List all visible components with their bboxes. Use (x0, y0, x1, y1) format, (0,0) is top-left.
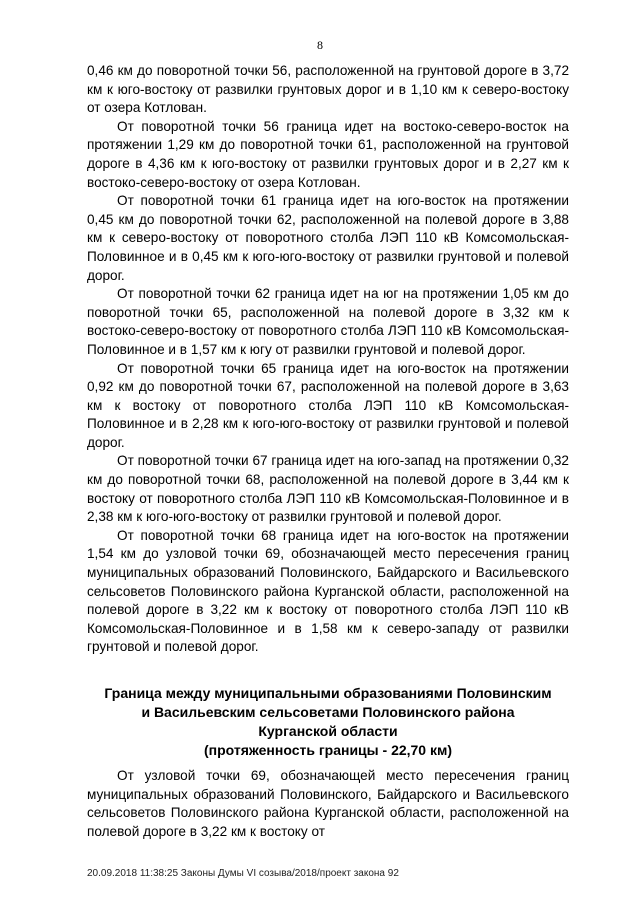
paragraph-5: От поворотной точки 65 граница идет на юго-восток на протяжении 0,92 км до поворотной точки 67, расположенной на полевой дороге в 3,63 км к востоку от поворотного столба ЛЭП 110 кВ Комсомольская-Половинное и в 2,28 км к юго-юго-востоку от развилки грунтовой и полевой дорог. (87, 360, 569, 450)
paragraph-3: От поворотной точки 61 граница идет на юго-восток на протяжении 0,45 км до поворотной точки 62, расположенной на полевой дороге в 3,88 км к северо-востоку от поворотного столба ЛЭП 110 кВ Комсомольская-Половинное и в 0,45 км к юго-юго-востоку от развилки грунтовой и полевой дорог. (87, 193, 569, 283)
paragraph-4: От поворотной точки 62 граница идет на юг на протяжении 1,05 км до поворотной точки 65, расположенной на полевой дороге в 3,32 км к востоко-северо-востоку от поворотного столба ЛЭП 110 кВ Комсомольская-Половинное и в 1,57 км к югу от развилки грунтовой и полевой дорог. (87, 286, 569, 357)
heading-line-2: и Васильевским сельсоветами Половинского района (141, 704, 515, 720)
paragraph-1: 0,46 км до поворотной точки 56, расположенной на грунтовой дороге в 3,72 км к юго-востоку от развилки грунтовых дорог и в 1,10 км к северо-востоку от озера Котлован. (87, 63, 569, 116)
section-paragraph: От узловой точки 69, обозначающей место пересечения границ муниципальных образований Половинского, Байдарского и Васильевского сельсоветов Половинского района Курганской области, расположенной на полевой дороге в 3,22 км к востоку от (87, 768, 569, 839)
paragraph-7: От поворотной точки 68 граница идет на юго-восток на протяжении 1,54 км до узловой точки 69, обозначающей место пересечения границ муниципальных образований Половинского, Байдарского и Васильевского сельсоветов Половинского района Курганской области, расположенной на полевой дороге в 3,22 км к востоку от поворотного столба ЛЭП 110 кВ Комсомольская-Половинное и в 1,58 км к северо-западу от развилки грунтовой и полевой дорог. (87, 527, 569, 655)
heading-line-3: Курганской области (258, 723, 398, 739)
paragraph-2: От поворотной точки 56 граница идет на востоко-северо-восток на протяжении 1,29 км до поворотной точки 61, расположенной на грунтовой дороге в 4,36 км к юго-востоку от развилки грунтовых дорог и в 2,27 км к востоко-северо-востоку от озера Котлован. (87, 118, 569, 190)
document-footer: 20.09.2018 11:38:25 Законы Думы VI созыва/2018/проект закона 92 (87, 868, 399, 879)
section-heading (87, 684, 569, 760)
paragraph-6: От поворотной точки 67 граница идет на юго-запад на протяжении 0,32 км до поворотной точки 68, расположенной на полевой дороге в 3,44 км к востоку от поворотного столба ЛЭП 110 кВ Комсомольская-Половинное и в 2,38 км к юго-юго-востоку от развилки грунтовой и полевой дорог. (87, 453, 569, 525)
heading-line-1: Граница между муниципальными образованиями Половинским (104, 685, 552, 701)
body-text (87, 62, 569, 657)
page-number: 8 (317, 38, 323, 52)
section-body (87, 767, 569, 841)
heading-line-4: (протяженность границы - 22,70 км) (203, 742, 453, 758)
